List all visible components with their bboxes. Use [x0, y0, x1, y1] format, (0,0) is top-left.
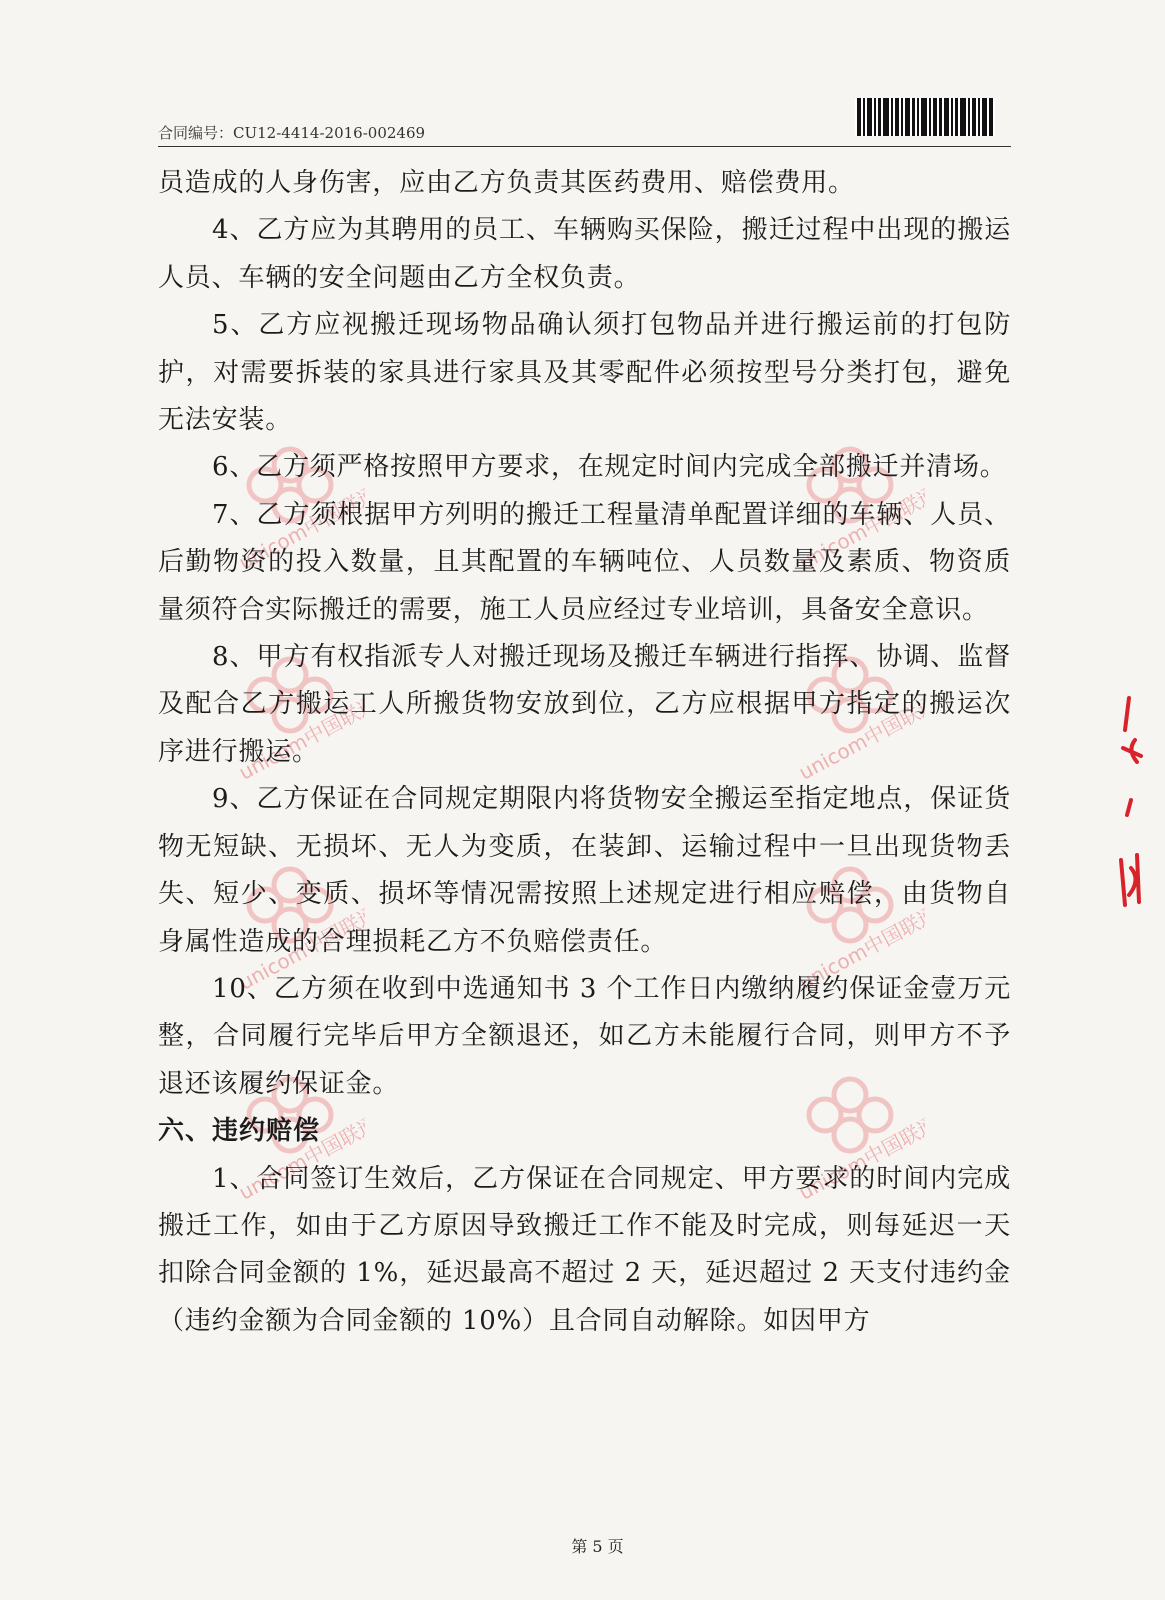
svg-text:unicom中国联通: unicom中国联通: [794, 901, 925, 995]
clause-paragraph: 9、乙方保证在合同规定期限内将货物安全搬运至指定地点，保证货物无短缺、无损坏、无人为变质，在装卸、运输过程中一旦出现货物丢失、短少、变质、损坏等情况需按照上述规定进行相应赔偿，由货物自身属性造成的合理损耗乙方不负赔偿责任。: [158, 784, 1011, 957]
page-header: [158, 118, 1011, 147]
contract-body: [158, 160, 1011, 1345]
clause-paragraph: 8、甲方有权指派专人对搬迁现场及搬迁车辆进行指挥、协调、监督及配合乙方搬运工人所搬货物安放到位，乙方应根据甲方指定的搬运次序进行搬运。: [158, 642, 1011, 767]
svg-text:unicom中国联通: unicom中国联通: [794, 1111, 925, 1205]
svg-text:unicom中国联通: unicom中国联通: [234, 481, 365, 575]
svg-text:unicom中国联通: unicom中国联通: [234, 901, 365, 995]
page-number: 第 5 页: [571, 1537, 624, 1556]
barcode-image: [855, 98, 995, 136]
contract-number-label: 合同编号：: [158, 124, 234, 142]
seal-stamp-fragment: [1107, 690, 1147, 920]
clause-paragraph: 5、乙方应视搬迁现场物品确认须打包物品并进行搬运前的打包防护，对需要拆装的家具进行家具及其零配件必须按型号分类打包，避免无法安装。: [158, 310, 1011, 436]
clause-paragraph: 4、乙方应为其聘用的员工、车辆购买保险，搬迁过程中出现的搬运人员、车辆的安全问题由乙方全权负责。: [158, 215, 1011, 293]
clause-paragraph: 员造成的人身伤害，应由乙方负责其医药费用、赔偿费用。: [158, 168, 855, 198]
contract-number-value: CU12-4414-2016-002469: [233, 124, 426, 142]
clause-paragraph: 10、乙方须在收到中选通知书 3 个工作日内缴纳履约保证金壹万元整，合同履行完毕后甲方全额退还，如乙方未能履行合同，则甲方不予退还该履约保证金。: [158, 973, 1011, 1099]
svg-text:unicom中国联通: unicom中国联通: [794, 691, 925, 785]
clause-paragraph: 7、乙方须根据甲方列明的搬迁工程量清单配置详细的车辆、人员、后勤物资的投入数量，且其配置的车辆吨位、人员数量及素质、物资质量须符合实际搬迁的需要，施工人员应经过专业培训，具备安全意识。: [158, 499, 1011, 625]
page-footer: [0, 1534, 1165, 1557]
contract-number: [158, 122, 425, 143]
svg-text:unicom中国联通: unicom中国联通: [234, 691, 365, 785]
svg-text:unicom中国联通: unicom中国联通: [794, 481, 925, 575]
clause-paragraph: 1、合同签订生效后，乙方保证在合同规定、甲方要求的时间内完成搬迁工作，如由于乙方原因导致搬迁工作不能及时完成，则每延迟一天扣除合同金额的 1%，延迟最高不超过 2 天，延迟超过 2 天支付违约金（违约金额为合同金额的 10%）且合同自动解除。如因甲方: [158, 1163, 1011, 1336]
clause-paragraph: 6、乙方须严格按照甲方要求，在规定时间内完成全部搬迁并清场。: [212, 452, 1007, 483]
section-heading: 六、违约赔偿: [158, 1116, 321, 1147]
svg-text:unicom中国联通: unicom中国联通: [234, 1111, 365, 1205]
